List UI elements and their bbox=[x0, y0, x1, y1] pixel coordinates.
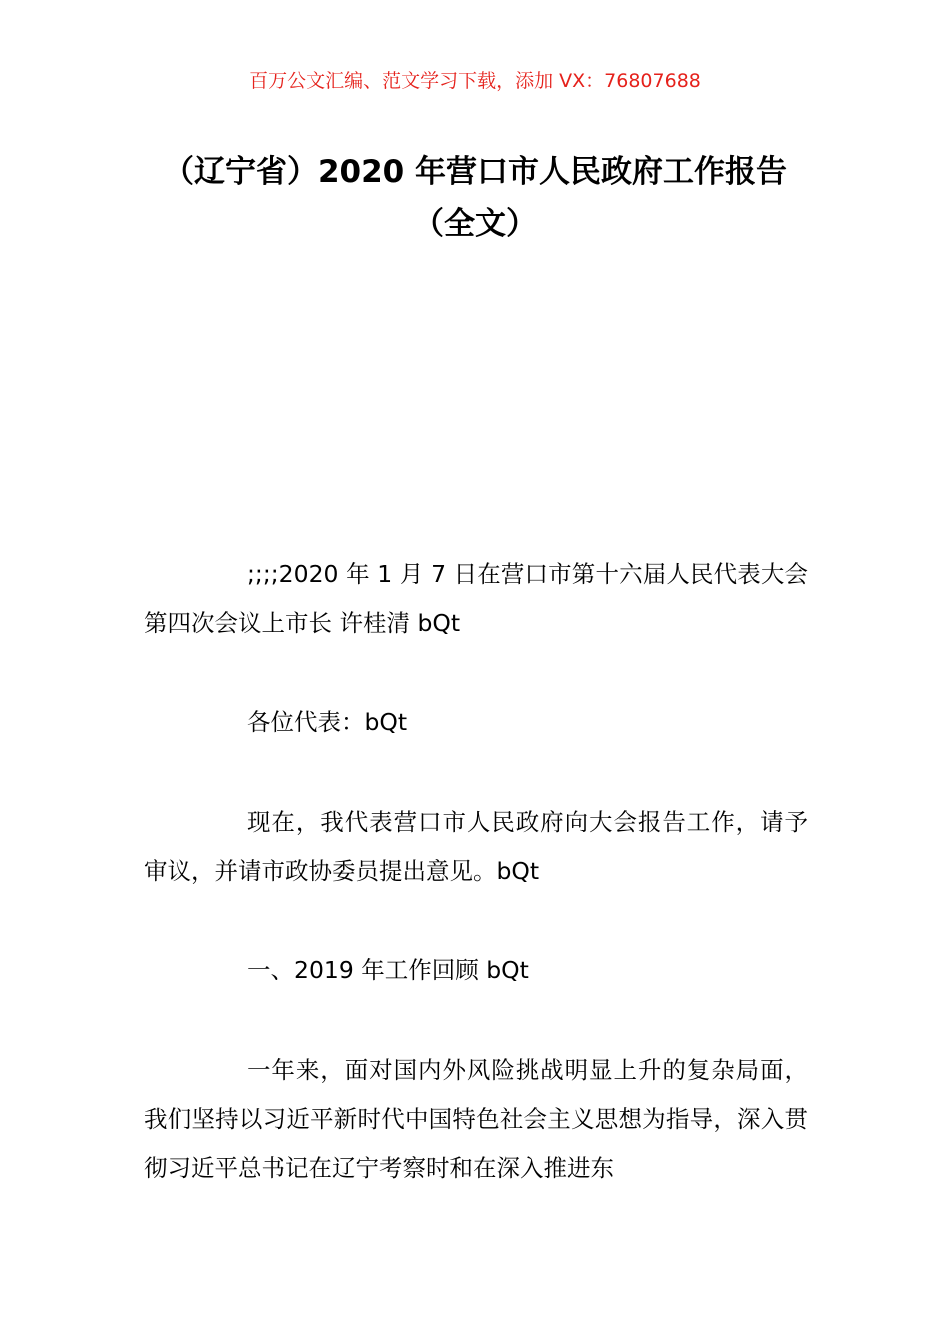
paragraph-salutation: 各位代表：bQt bbox=[247, 708, 408, 736]
section-heading-review: 一、2019 年工作回顾 bQt bbox=[247, 956, 529, 984]
document-title: （辽宁省）2020 年营口市人民政府工作报告（全文） bbox=[162, 154, 788, 242]
paragraph-meeting-info: ;;;;2020 年 1 月 7 日在营口市第十六届人民代表大会第四次会议上市长 许桂清 bQt bbox=[144, 560, 808, 637]
paragraph-intro: 现在，我代表营口市人民政府向大会报告工作，请予审议，并请市政协委员提出意见。bQt bbox=[144, 808, 808, 885]
header-promo-note: 百万公文汇编、范文学习下载，添加 VX：76807688 bbox=[249, 70, 701, 92]
paragraph-review-body: 一年来，面对国内外风险挑战明显上升的复杂局面，我们坚持以习近平新时代中国特色社会主义思想为指导，深入贯彻习近平总书记在辽宁考察时和在深入推进东 bbox=[144, 1056, 808, 1182]
